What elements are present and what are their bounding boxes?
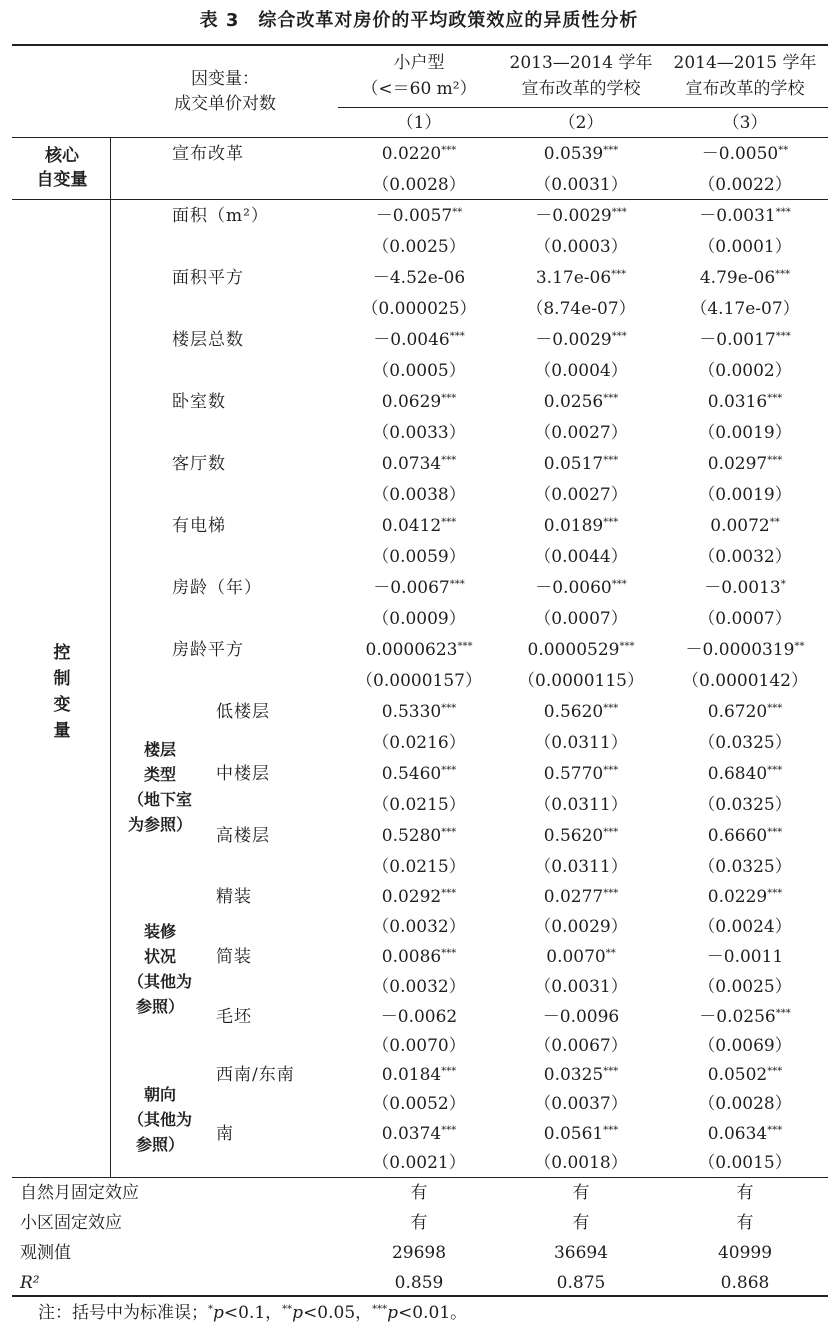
se-cell: （0.0032）: [372, 917, 466, 937]
significance-stars: ***: [767, 888, 783, 899]
significance-stars: ***: [767, 1066, 783, 1077]
coef-value: －0.0029: [535, 206, 612, 226]
significance-stars: ***: [441, 393, 457, 404]
core-bottom-rule: [12, 199, 828, 200]
coef-cell: [338, 205, 500, 227]
coef-cell: [662, 1123, 828, 1145]
significance-stars: ***: [441, 517, 457, 528]
coef-value: －0.0256: [699, 1007, 776, 1027]
row-label: 客厅数: [172, 454, 226, 474]
significance-stars: ***: [767, 455, 783, 466]
se-cell: （0.0215）: [372, 795, 466, 815]
note-threshold-1: <0.1，: [223, 1303, 283, 1323]
bottom-rule: [12, 1295, 828, 1297]
coef-value: 0.0000623: [365, 640, 458, 660]
significance-stars: ***: [603, 517, 619, 528]
table-note: [38, 1301, 467, 1325]
coef-cell: [500, 1006, 662, 1028]
note-star-1: *: [208, 1304, 213, 1315]
footer-value: 有: [572, 1183, 590, 1203]
coef-value: 0.0000529: [527, 640, 620, 660]
se-cell: （0.0019）: [698, 423, 792, 443]
coef-value: 0.0561: [543, 1124, 604, 1144]
coef-cell: [338, 886, 500, 908]
coef-cell: [662, 577, 828, 599]
se-cell: （0.0052）: [372, 1094, 466, 1114]
coef-cell: [500, 453, 662, 475]
col1-number: （1）: [396, 113, 442, 133]
row-label: 低楼层: [216, 702, 270, 722]
se-cell: （0.0037）: [534, 1094, 628, 1114]
coef-cell: [662, 205, 828, 227]
se-cell: （0.0032）: [372, 977, 466, 997]
row-label: 面积平方: [172, 268, 244, 288]
coef-value: 0.0325: [543, 1065, 604, 1085]
se-cell: （0.0032）: [698, 547, 792, 567]
se-cell: （0.0029）: [534, 917, 628, 937]
dep-var-line2: 成交单价对数: [174, 94, 276, 114]
coef-value: －0.0029: [535, 330, 612, 350]
coef-cell: [338, 1123, 500, 1145]
coef-value: 0.0316: [707, 392, 768, 412]
significance-stars: ***: [775, 331, 791, 342]
se-cell: （0.0000157）: [356, 671, 482, 691]
se-cell: （0.0019）: [698, 485, 792, 505]
coef-value: 0.5620: [543, 826, 604, 846]
header-bottom-rule: [12, 137, 828, 138]
coef-cell: [662, 886, 828, 908]
subgroup-orient-label: 朝向 （其他为 参照）: [127, 1085, 192, 1154]
coef-value: －0.0060: [535, 578, 612, 598]
significance-stars: ***: [449, 579, 465, 590]
significance-stars: ***: [441, 888, 457, 899]
coef-cell: [662, 1006, 828, 1028]
note-p-1: p: [213, 1303, 224, 1323]
row-label: 高楼层: [216, 826, 270, 846]
row-label: 有电梯: [172, 516, 226, 536]
coef-value: 0.0734: [381, 454, 442, 474]
se-cell: （0.0007）: [534, 609, 628, 629]
coef-value: 0.0517: [543, 454, 604, 474]
se-cell: （0.0069）: [698, 1036, 792, 1056]
footer-value: 29698: [391, 1243, 447, 1263]
coef-value: －0.0013: [704, 578, 781, 598]
significance-stars: ***: [775, 269, 791, 280]
coef-cell: [338, 1006, 500, 1028]
se-cell: （0.000025）: [361, 299, 477, 319]
row-label: 西南/东南: [216, 1065, 295, 1085]
se-cell: （0.0027）: [534, 485, 628, 505]
coef-cell: [338, 515, 500, 537]
coef-cell: [500, 763, 662, 785]
coef-cell: [662, 391, 828, 413]
coef-value: 0.5770: [543, 764, 604, 784]
se-cell: （0.0067）: [534, 1036, 628, 1056]
se-cell: （0.0001）: [698, 237, 792, 257]
note-threshold-3: <0.01。: [398, 1303, 468, 1323]
note-p-3: p: [387, 1303, 399, 1323]
note-star-3: ***: [372, 1304, 388, 1315]
footer-value: 0.859: [394, 1273, 444, 1293]
coef-value: 0.0072: [710, 516, 770, 536]
significance-stars: **: [794, 641, 805, 652]
col2-header-line1: 2013—2014 学年: [509, 53, 653, 73]
coef-cell: [500, 825, 662, 847]
coef-cell: [500, 515, 662, 537]
footer-value: 40999: [717, 1243, 773, 1263]
significance-stars: ***: [603, 1125, 619, 1136]
se-cell: （0.0311）: [534, 733, 628, 753]
body-bottom-rule: [12, 1177, 828, 1178]
se-cell: （0.0024）: [698, 917, 792, 937]
se-cell: （4.17e-07）: [690, 299, 800, 319]
significance-stars: ***: [603, 827, 619, 838]
significance-stars: ***: [603, 393, 619, 404]
coef-value: 4.79e-06: [699, 268, 776, 288]
se-cell: （0.0009）: [372, 609, 466, 629]
significance-stars: ***: [603, 1066, 619, 1077]
coef-cell: [500, 329, 662, 351]
se-cell: （0.0325）: [698, 795, 792, 815]
coef-value: 0.0277: [543, 887, 604, 907]
se-cell: （0.0059）: [372, 547, 466, 567]
coef-value: －0.0057: [375, 206, 453, 226]
coef-cell: [662, 143, 828, 165]
coef-value: 0.0412: [381, 516, 442, 536]
significance-stars: ***: [603, 888, 619, 899]
coef-cell: [338, 825, 500, 847]
row-label: 房龄平方: [172, 640, 244, 660]
se-cell: （0.0311）: [534, 795, 628, 815]
significance-stars: ***: [441, 145, 457, 156]
coef-value: 0.0086: [381, 947, 442, 967]
coef-value: 0.0229: [707, 887, 768, 907]
se-cell: （0.0215）: [372, 857, 466, 877]
coef-cell: [500, 1123, 662, 1145]
coef-value: 0.0184: [381, 1065, 442, 1085]
se-cell: （0.0015）: [698, 1153, 792, 1173]
coef-cell: [338, 329, 500, 351]
significance-stars: ***: [603, 455, 619, 466]
dep-var-line1: 因变量：: [191, 69, 259, 89]
significance-stars: ***: [441, 703, 457, 714]
group-core-label: 核心 自变量: [36, 146, 88, 190]
significance-stars: ***: [441, 1066, 457, 1077]
coef-cell: [500, 1064, 662, 1086]
significance-stars: ***: [603, 145, 619, 156]
se-cell: （0.0325）: [698, 857, 792, 877]
coef-cell: [338, 946, 500, 968]
significance-stars: **: [769, 517, 780, 528]
group-divider: [110, 138, 111, 1178]
coef-value: 0.0292: [381, 887, 442, 907]
footer-label: R²: [20, 1273, 40, 1293]
coef-cell: [500, 577, 662, 599]
coef-cell: [338, 577, 500, 599]
coef-value: 0.6660: [707, 826, 768, 846]
coef-cell: [662, 329, 828, 351]
footer-value: 有: [410, 1183, 428, 1203]
significance-stars: ***: [441, 948, 457, 959]
subgroup-floor-label: 楼层 类型 （地下室 为参照）: [127, 740, 192, 834]
significance-stars: ***: [611, 579, 627, 590]
se-cell: （0.0021）: [372, 1153, 466, 1173]
row-label: 宣布改革: [172, 144, 244, 164]
row-label: 卧室数: [172, 392, 226, 412]
coef-value: 0.5620: [543, 702, 604, 722]
se-cell: （0.0007）: [698, 609, 792, 629]
coef-value: －0.0000319: [685, 640, 795, 660]
coef-value: －0.0062: [380, 1007, 458, 1027]
col3-header-line1: 2014—2015 学年: [673, 53, 817, 73]
footer-label: 观测值: [20, 1243, 71, 1263]
se-cell: （0.0038）: [372, 485, 466, 505]
col2-number: （2）: [558, 113, 604, 133]
significance-stars: **: [605, 948, 616, 959]
coef-value: 0.5460: [381, 764, 442, 784]
se-cell: （0.0000115）: [518, 671, 644, 691]
coef-value: 0.5330: [381, 702, 442, 722]
coef-cell: [500, 143, 662, 165]
table-title: 表 3 综合改革对房价的平均政策效应的异质性分析: [199, 10, 639, 31]
significance-stars: ***: [767, 1125, 783, 1136]
coef-cell: [500, 701, 662, 723]
coef-cell: [662, 453, 828, 475]
coef-cell: [662, 267, 828, 289]
significance-stars: ***: [767, 703, 783, 714]
footer-label: 小区固定效应: [20, 1213, 122, 1233]
coef-cell: [662, 639, 828, 661]
se-cell: （0.0031）: [534, 977, 628, 997]
footer-value: 有: [736, 1183, 754, 1203]
coef-cell: [662, 701, 828, 723]
coef-value: 0.0189: [543, 516, 604, 536]
significance-stars: ***: [775, 207, 791, 218]
se-cell: （0.0070）: [372, 1036, 466, 1056]
se-cell: （0.0025）: [372, 237, 466, 257]
row-label: 楼层总数: [172, 330, 244, 350]
footer-value: 0.875: [556, 1273, 606, 1293]
coef-value: 0.0629: [381, 392, 442, 412]
se-cell: （0.0033）: [372, 423, 466, 443]
significance-stars: ***: [611, 331, 627, 342]
significance-stars: ***: [619, 641, 635, 652]
significance-stars: ***: [767, 765, 783, 776]
coef-value: 0.5280: [381, 826, 442, 846]
col3-number: （3）: [722, 113, 768, 133]
coef-cell: [662, 1064, 828, 1086]
coef-value: 0.0634: [707, 1124, 768, 1144]
note-star-2: **: [282, 1304, 293, 1315]
significance-stars: ***: [457, 641, 473, 652]
coef-cell: [662, 825, 828, 847]
coef-value: －0.0011: [706, 947, 784, 967]
coef-cell: [662, 763, 828, 785]
coef-cell: [338, 391, 500, 413]
coef-value: －4.52e-06: [372, 268, 466, 288]
significance-stars: ***: [767, 827, 783, 838]
row-label: 房龄（年）: [172, 578, 262, 598]
footer-value: 有: [410, 1213, 428, 1233]
se-cell: （0.0002）: [698, 361, 792, 381]
coef-cell: [500, 267, 662, 289]
coef-value: 0.0502: [707, 1065, 768, 1085]
col1-header-line1: 小户型: [393, 53, 445, 73]
row-label: 简装: [216, 947, 252, 967]
coef-cell: [338, 1064, 500, 1086]
se-cell: （0.0325）: [698, 733, 792, 753]
significance-stars: ***: [441, 1125, 457, 1136]
coef-value: －0.0031: [699, 206, 776, 226]
footer-value: 有: [736, 1213, 754, 1233]
se-cell: （0.0028）: [372, 175, 466, 195]
coef-cell: [662, 946, 828, 968]
coef-value: 0.0374: [381, 1124, 442, 1144]
top-rule: [12, 44, 828, 46]
coef-value: 0.0539: [543, 144, 604, 164]
footer-value: 36694: [553, 1243, 609, 1263]
se-cell: （0.0044）: [534, 547, 628, 567]
subgroup-decor-label: 装修 状况 （其他为 参照）: [127, 922, 192, 1016]
se-cell: （0.0000142）: [682, 671, 808, 691]
coef-cell: [500, 946, 662, 968]
coef-value: 0.0070: [546, 947, 606, 967]
col2-header-line2: 宣布改革的学校: [521, 79, 641, 99]
coef-cell: [338, 701, 500, 723]
note-prefix: 注：括号中为标准误；: [38, 1303, 208, 1323]
header-mid-rule: [338, 107, 828, 108]
coef-cell: [500, 205, 662, 227]
coef-cell: [662, 515, 828, 537]
se-cell: （0.0025）: [698, 977, 792, 997]
coef-value: 0.0256: [543, 392, 604, 412]
coef-cell: [500, 639, 662, 661]
significance-stars: ***: [603, 765, 619, 776]
coef-value: 3.17e-06: [535, 268, 612, 288]
coef-value: －0.0096: [542, 1007, 620, 1027]
se-cell: （0.0311）: [534, 857, 628, 877]
significance-stars: ***: [441, 765, 457, 776]
significance-stars: ***: [603, 703, 619, 714]
significance-stars: ***: [611, 207, 627, 218]
coef-cell: [338, 453, 500, 475]
significance-stars: ***: [441, 827, 457, 838]
row-label: 南: [216, 1124, 234, 1144]
coef-cell: [338, 763, 500, 785]
coef-cell: [338, 639, 500, 661]
significance-stars: **: [452, 207, 463, 218]
coef-value: －0.0046: [373, 330, 450, 350]
coef-cell: [500, 391, 662, 413]
significance-stars: ***: [775, 1008, 791, 1019]
se-cell: （0.0027）: [534, 423, 628, 443]
significance-stars: ***: [767, 393, 783, 404]
footer-label: 自然月固定效应: [20, 1183, 139, 1203]
se-cell: （0.0022）: [698, 175, 792, 195]
col1-header-line2: （<＝60 m²）: [361, 79, 477, 99]
row-label: 面积（m²）: [172, 206, 269, 226]
row-label: 中楼层: [216, 764, 270, 784]
se-cell: （0.0031）: [534, 175, 628, 195]
se-cell: （0.0003）: [534, 237, 628, 257]
coef-value: －0.0067: [373, 578, 450, 598]
significance-stars: ***: [441, 455, 457, 466]
coef-cell: [500, 886, 662, 908]
coef-value: 0.0297: [707, 454, 768, 474]
se-cell: （0.0004）: [534, 361, 628, 381]
coef-value: －0.0017: [699, 330, 776, 350]
significance-stars: **: [778, 145, 789, 156]
coef-value: －0.0050: [701, 144, 779, 164]
se-cell: （0.0216）: [372, 733, 466, 753]
coef-cell: [338, 267, 500, 289]
col3-header-line2: 宣布改革的学校: [685, 79, 805, 99]
se-cell: （8.74e-07）: [526, 299, 636, 319]
footer-value: 有: [572, 1213, 590, 1233]
se-cell: （0.0028）: [698, 1094, 792, 1114]
note-threshold-2: <0.05，: [303, 1303, 373, 1323]
group-control-label: 控 制 变 量: [53, 643, 71, 741]
footer-value: 0.868: [720, 1273, 770, 1293]
coef-value: 0.6720: [707, 702, 768, 722]
note-p-2: p: [292, 1303, 304, 1323]
coef-value: 0.0220: [381, 144, 442, 164]
significance-stars: ***: [611, 269, 627, 280]
row-label: 毛坯: [216, 1007, 252, 1027]
significance-stars: *: [780, 579, 786, 590]
significance-stars: ***: [449, 331, 465, 342]
row-label: 精装: [216, 887, 252, 907]
coef-value: 0.6840: [707, 764, 768, 784]
coef-cell: [338, 143, 500, 165]
se-cell: （0.0005）: [372, 361, 466, 381]
se-cell: （0.0018）: [534, 1153, 628, 1173]
